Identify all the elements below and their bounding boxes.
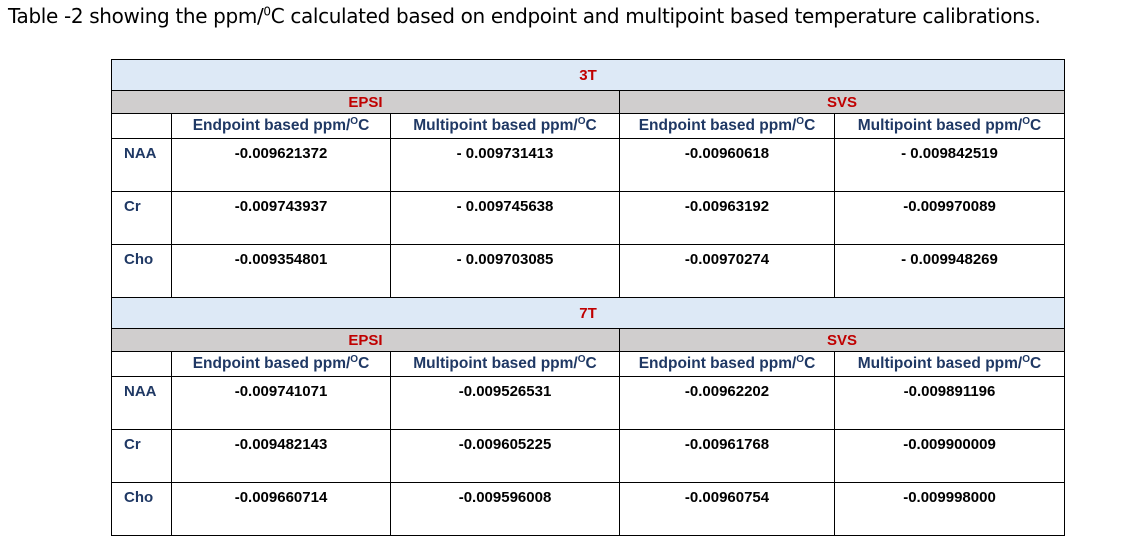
group-header-row [112, 298, 1065, 329]
table-row [112, 483, 1065, 536]
row-label: Cr [112, 430, 172, 483]
caption-text-start: Table -2 showing the ppm/ [8, 4, 264, 28]
method-header-row [112, 91, 1065, 114]
table-cell: -0.009621372 [172, 139, 391, 192]
table-cell: - 0.009948269 [835, 245, 1065, 298]
caption-superscript: 0 [263, 4, 271, 19]
field-strength-label: 3T [112, 60, 1065, 91]
table-cell: - 0.009745638 [391, 192, 620, 245]
table-row [112, 430, 1065, 483]
corner-cell [112, 352, 172, 377]
table-row [112, 192, 1065, 245]
corner-cell [112, 114, 172, 139]
caption-text-end: C calculated based on endpoint and multipoint based temperature calibrations. [270, 4, 1041, 28]
table-cell: -0.00970274 [620, 245, 835, 298]
table-cell: - 0.009731413 [391, 139, 620, 192]
row-label: NAA [112, 139, 172, 192]
table-cell: -0.009660714 [172, 483, 391, 536]
column-header-multipoint: Multipoint based ppm/$^O$C [835, 352, 1065, 377]
column-header-endpoint: Endpoint based ppm/$^O$C [620, 352, 835, 377]
column-header-endpoint: Endpoint based ppm/$^O$C [620, 114, 835, 139]
method-label-epsi: EPSI [112, 91, 620, 114]
table-cell: -0.009970089 [835, 192, 1065, 245]
method-label-svs: SVS [620, 329, 1065, 352]
column-header-multipoint: Multipoint based ppm/$^O$C [391, 114, 620, 139]
table-cell: -0.00960754 [620, 483, 835, 536]
table-cell: -0.009741071 [172, 377, 391, 430]
table-row [112, 377, 1065, 430]
method-label-svs: SVS [620, 91, 1065, 114]
table-cell: -0.009605225 [391, 430, 620, 483]
table-cell: -0.009482143 [172, 430, 391, 483]
table-cell: -0.009998000 [835, 483, 1065, 536]
table-caption [8, 4, 1134, 28]
table-cell: -0.009743937 [172, 192, 391, 245]
column-header-multipoint: Multipoint based ppm/$^O$C [835, 114, 1065, 139]
field-strength-label: 7T [112, 298, 1065, 329]
table-cell: -0.00963192 [620, 192, 835, 245]
method-header-row [112, 329, 1065, 352]
table-cell: -0.009354801 [172, 245, 391, 298]
column-header-row [112, 352, 1065, 377]
row-label: Cho [112, 483, 172, 536]
table-cell: -0.00960618 [620, 139, 835, 192]
table-row [112, 139, 1065, 192]
ppm-per-degree-table [111, 59, 1065, 536]
table-cell: -0.009891196 [835, 377, 1065, 430]
column-header-endpoint: Endpoint based ppm/$^O$C [172, 114, 391, 139]
table-cell: -0.00961768 [620, 430, 835, 483]
row-label: Cr [112, 192, 172, 245]
row-label: NAA [112, 377, 172, 430]
table-cell: -0.009596008 [391, 483, 620, 536]
table-row [112, 245, 1065, 298]
column-header-row [112, 114, 1065, 139]
group-header-row [112, 60, 1065, 91]
table-cell: - 0.009842519 [835, 139, 1065, 192]
table-cell: -0.009526531 [391, 377, 620, 430]
method-label-epsi: EPSI [112, 329, 620, 352]
table-cell: -0.00962202 [620, 377, 835, 430]
row-label: Cho [112, 245, 172, 298]
column-header-endpoint: Endpoint based ppm/$^O$C [172, 352, 391, 377]
table-cell: - 0.009703085 [391, 245, 620, 298]
column-header-multipoint: Multipoint based ppm/$^O$C [391, 352, 620, 377]
table-cell: -0.009900009 [835, 430, 1065, 483]
